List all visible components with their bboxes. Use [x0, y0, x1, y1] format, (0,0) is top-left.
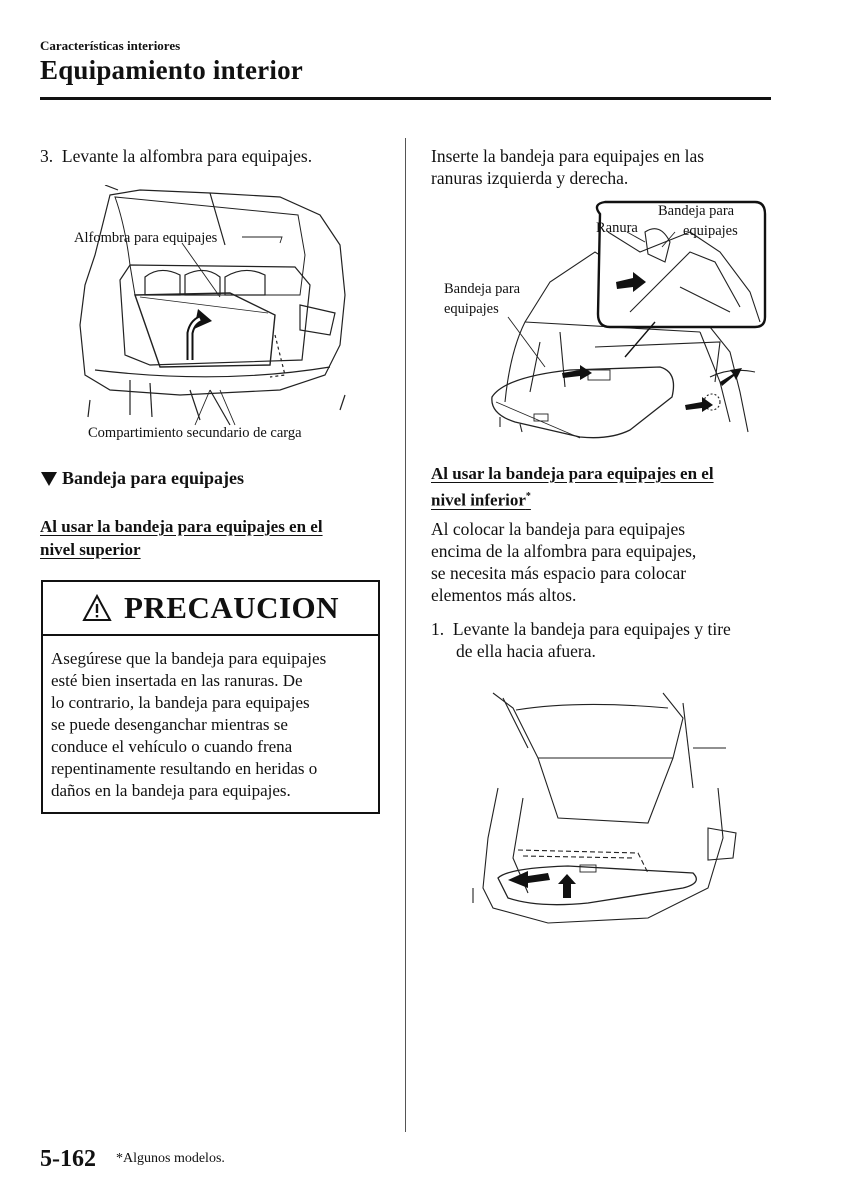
triangle-bullet-icon: [40, 471, 58, 487]
right-intro-1: Inserte la bandeja para equipajes en las: [431, 146, 705, 166]
fig2-label-tray-left-2: equipajes: [444, 301, 499, 317]
fig2-label-tray-top-1: Bandeja para: [658, 203, 735, 219]
caution-line: daños en la bandeja para equipajes.: [51, 781, 291, 800]
paragraph-line: elementos más altos.: [431, 585, 577, 605]
caution-header: [43, 582, 378, 636]
caution-line: esté bien insertada en las ranuras. De: [51, 671, 303, 690]
step-1-line-1: 1. Levante la bandeja para equipajes y tire: [431, 619, 731, 639]
subheading-upper-1: Al usar la bandeja para equipajes en el: [40, 517, 323, 536]
fig2-label-tray-top-2: equipajes: [683, 223, 738, 239]
caution-title: PRECAUCION: [123, 590, 340, 625]
page-number: 5-162: [40, 1146, 96, 1172]
fig1-label-carpet: Alfombra para equipajes: [74, 230, 218, 246]
subheading-upper-2: nivel superior: [40, 540, 141, 559]
caution-line: repentinamente resultando en heridas o: [51, 759, 318, 778]
paragraph-line: se necesita más espacio para colocar: [431, 563, 687, 583]
heading-luggage-tray: [40, 468, 244, 489]
fig1-label-compartment: Compartimiento secundario de carga: [88, 425, 302, 441]
section-label: Características interiores: [40, 38, 181, 53]
subheading-lower-2: [431, 485, 531, 512]
header-rule: [40, 97, 771, 100]
paragraph-line: encima de la alfombra para equipajes,: [431, 541, 697, 561]
footnote-mark: *: [525, 491, 531, 502]
column-divider: [405, 138, 406, 1132]
subheading-lower-1: Al usar la bandeja para equipajes en el: [431, 464, 714, 483]
caution-line: se puede desenganchar mientras se: [51, 715, 288, 734]
paragraph-line: Al colocar la bandeja para equipajes: [431, 519, 686, 539]
subheading-lower-text: nivel inferior: [431, 490, 526, 510]
right-intro-2: ranuras izquierda y derecha.: [431, 168, 629, 188]
caution-line: Asegúrese que la bandeja para equipajes: [51, 649, 327, 668]
figure-luggage-carpet: [70, 185, 370, 447]
lower-paragraph: [431, 518, 696, 606]
fig2-label-slot: Ranura: [596, 220, 638, 236]
heading-text: Bandeja para equipajes: [62, 468, 245, 488]
lift-arrow-icon: [190, 309, 212, 360]
caution-box: [41, 580, 380, 814]
warning-triangle-icon: [82, 594, 112, 622]
step-3-text: 3. Levante la alfombra para equipajes.: [40, 146, 313, 166]
footnote: *Algunos modelos.: [116, 1151, 225, 1166]
caution-body: [51, 648, 376, 802]
step-1-line-2: de ella hacia afuera.: [456, 641, 596, 661]
caution-line: conduce el vehículo o cuando frena: [51, 737, 293, 756]
figure-pull-tray: [468, 688, 738, 933]
caution-line: lo contrario, la bandeja para equipajes: [51, 693, 310, 712]
fig2-label-tray-left-1: Bandeja para: [444, 281, 521, 297]
page-title: Equipamiento interior: [40, 55, 303, 85]
figure-tray-slots: [430, 192, 775, 442]
